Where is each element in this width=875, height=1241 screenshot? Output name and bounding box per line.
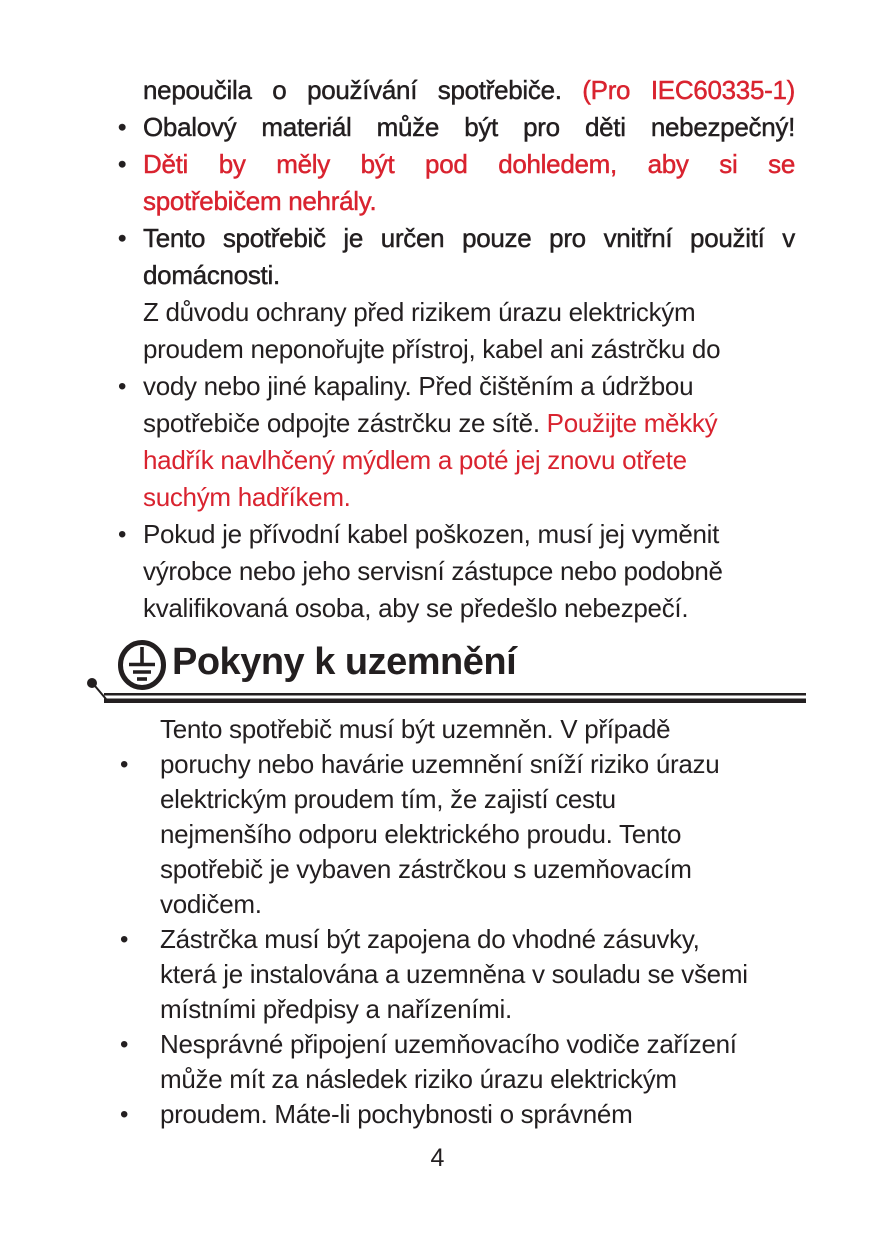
line-text <box>143 183 795 220</box>
safety-instructions-section <box>118 72 795 627</box>
red-text-segment: Děti by měly být pod dohledem, aby si se <box>143 149 795 179</box>
text-line <box>120 957 792 992</box>
red-text-segment: suchým hadříkem. <box>143 482 351 512</box>
text-segment: vody nebo jiné kapaliny. Před čištěním a údržbou <box>143 371 694 401</box>
line-text <box>160 747 792 782</box>
red-text-segment: hadřík navlhčený mýdlem a poté jej znovu otřete <box>143 445 687 475</box>
line-text <box>160 782 792 817</box>
line-text <box>143 516 795 553</box>
line-text <box>160 887 792 922</box>
text-line <box>118 294 795 331</box>
text-segment: proudem neponořujte přístroj, kabel ani zástrčku do <box>143 334 721 364</box>
bullet-marker: • <box>120 1101 129 1128</box>
text-segment: spotřebič je vybaven zástrčkou s uzemňovacím <box>160 854 692 884</box>
text-segment: může mít za následek riziko úrazu elektrickým <box>160 1064 677 1094</box>
text-line <box>118 442 795 479</box>
text-segment: proudem. Máte-li pochybnosti o správném <box>160 1099 633 1129</box>
text-line <box>118 479 795 516</box>
text-segment: domácnosti. <box>143 260 280 290</box>
bullet-marker: • <box>120 751 129 778</box>
text-line <box>120 747 792 782</box>
line-text <box>160 852 792 887</box>
text-line <box>118 368 795 405</box>
line-text <box>143 405 795 442</box>
text-line <box>120 817 792 852</box>
line-text <box>143 553 795 590</box>
text-line <box>118 590 795 627</box>
text-segment: Tento spotřebič musí být uzemněn. V případě <box>160 714 671 744</box>
line-text <box>143 590 795 627</box>
line-text <box>160 1097 792 1132</box>
text-segment: Zástrčka musí být zapojena do vhodné zásuvky, <box>160 924 700 954</box>
text-line <box>120 922 792 957</box>
bullet-marker: • <box>118 114 127 141</box>
page-number: 4 <box>430 1144 445 1172</box>
text-segment: Tento spotřebič je určen pouze pro vnitřní použití v <box>143 223 795 253</box>
text-line <box>120 782 792 817</box>
bullet-marker: • <box>118 225 127 252</box>
text-line <box>120 887 792 922</box>
bullet-marker: • <box>118 151 127 178</box>
line-text <box>143 368 795 405</box>
line-text <box>143 479 795 516</box>
line-text <box>143 442 795 479</box>
text-line <box>118 257 795 294</box>
text-segment: která je instalována a uzemněna v souladu se všemi <box>160 959 748 989</box>
line-text <box>143 331 795 368</box>
text-line <box>118 220 795 257</box>
line-text <box>143 146 795 183</box>
line-text <box>160 712 792 747</box>
line-text <box>143 294 795 331</box>
bullet-marker: • <box>120 1031 129 1058</box>
line-text <box>143 257 795 294</box>
red-text-segment: spotřebičem nehrály. <box>143 186 377 216</box>
text-line <box>118 516 795 553</box>
line-text <box>160 957 792 992</box>
text-line <box>118 183 795 220</box>
text-line <box>120 1027 792 1062</box>
section-title: Pokyny k uzemnění <box>172 641 517 683</box>
line-text <box>160 992 792 1027</box>
line-text <box>160 922 792 957</box>
text-line <box>118 405 795 442</box>
bullet-marker: • <box>118 521 127 548</box>
text-segment: nepoučila o používání spotřebiče. <box>143 75 583 105</box>
bullet-marker: • <box>120 926 129 953</box>
red-text-segment: Použijte měkký <box>546 408 718 438</box>
text-segment: poruchy nebo havárie uzemnění sníží riziko úrazu <box>160 749 720 779</box>
line-text <box>143 220 795 257</box>
text-line <box>120 1097 792 1132</box>
text-segment: Nesprávné připojení uzemňovacího vodiče zařízení <box>160 1029 737 1059</box>
text-line <box>120 852 792 887</box>
heading-underline-decoration <box>84 676 810 706</box>
text-line <box>118 553 795 590</box>
line-text <box>160 1062 792 1097</box>
text-line <box>118 331 795 368</box>
text-line <box>120 1062 792 1097</box>
text-segment: nejmenšího odporu elektrického proudu. Tento <box>160 819 682 849</box>
text-segment: elektrickým proudem tím, že zajistí cestu <box>160 784 616 814</box>
text-line <box>120 992 792 1027</box>
text-line <box>118 109 795 146</box>
grounding-section-heading <box>0 634 875 714</box>
line-text <box>143 109 795 146</box>
text-segment: vodičem. <box>160 889 262 919</box>
text-segment: kvalifikovaná osoba, aby se předešlo nebezpečí. <box>143 593 689 623</box>
text-segment: Z důvodu ochrany před rizikem úrazu elektrickým <box>143 297 696 327</box>
grounding-instructions-section <box>120 712 792 1132</box>
text-segment: spotřebiče odpojte zástrčku ze sítě. <box>143 408 547 438</box>
red-text-segment: (Pro IEC60335-1) <box>582 75 795 105</box>
text-line <box>118 72 795 109</box>
text-segment: Obalový materiál může být pro děti nebezpečný! <box>143 112 795 142</box>
line-text <box>143 72 795 109</box>
text-line <box>120 712 792 747</box>
bullet-marker: • <box>118 373 127 400</box>
page-footer <box>0 1144 875 1173</box>
text-segment: výrobce nebo jeho servisní zástupce nebo podobně <box>143 556 723 586</box>
text-line <box>118 146 795 183</box>
line-text <box>160 817 792 852</box>
text-segment: Pokud je přívodní kabel poškozen, musí jej vyměnit <box>143 519 720 549</box>
line-text <box>160 1027 792 1062</box>
text-segment: místními předpisy a nařízeními. <box>160 994 512 1024</box>
